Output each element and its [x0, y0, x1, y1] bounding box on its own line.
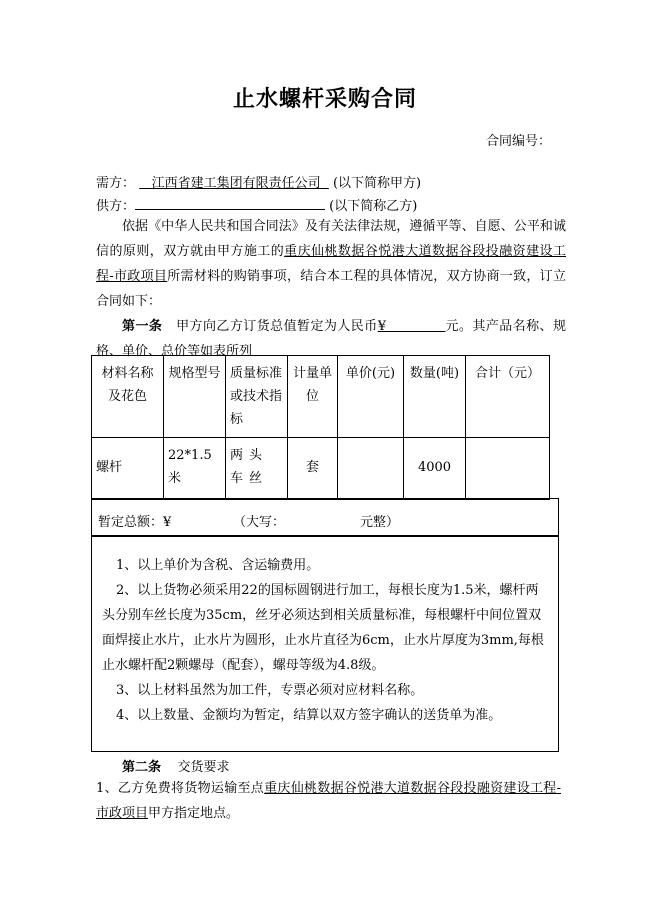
note-item: 4、以上数量、金额均为暂定，结算以双方签字确认的送货单为准。	[116, 708, 502, 723]
header-spec: 规格型号	[164, 356, 226, 438]
total-amount-box	[91, 498, 559, 536]
total-capital-label: （大写：	[233, 515, 286, 530]
table-row	[92, 438, 550, 500]
article-2-item-1: 1、乙方免费将货物运输至点重庆仙桃数据谷悦港大道数据谷段投融资建设工程-市政项目甲方指定地点。	[96, 781, 561, 821]
total-unit: 元整）	[360, 515, 400, 530]
note-item: 2、以上货物必须采用22的国标圆钢进行加工，每根长度为1.5米，螺杆两头分别车丝长度为35cm，丝牙必须达到相关质量标准，每根螺杆中间位置双面焊接止水片，止水片为圆形，止水片直径为6cm，止水片厚度为3mm,每根止水螺杆配2颗螺母（配套），螺母等级为4.8级。	[102, 583, 544, 673]
project-name: 重庆仙桃数据谷悦港大道数据谷段投融资建设工程-市政项目	[96, 244, 566, 284]
cell-quality-standard: 两头车丝	[226, 438, 288, 500]
page-title: 止水螺杆采购合同	[232, 86, 417, 112]
cell-total	[466, 438, 550, 500]
cell-quantity: 4000	[404, 438, 466, 500]
cell-spec: 22*1.5米	[164, 438, 226, 500]
cell-unit-price	[338, 438, 404, 500]
buyer-name: 江西省建工集团有限责任公司	[151, 176, 321, 191]
notes-box	[91, 536, 559, 752]
buyer-line	[96, 172, 421, 191]
article-1: 第一条 甲方向乙方订货总值暂定为人民币¥ 元。其产品名称、规格、单价、总价等如表所列	[96, 319, 566, 359]
contract-number-label: 合同编号：	[486, 134, 552, 149]
cell-unit: 套	[288, 438, 338, 500]
note-item: 3、以上材料虽然为加工件，专票必须对应材料名称。	[116, 683, 424, 698]
header-total: 合计（元）	[466, 356, 550, 438]
intro-paragraph: 依据《中华人民共和国合同法》及有关法律法规，遵循平等、自愿、公平和诚信的原则，双方就由甲方施工的重庆仙桃数据谷悦港大道数据谷段投融资建设工程-市政项目所需材料的购销事项，结合本工程的具体情况，双方协商一致，订立合同如下：	[96, 219, 566, 309]
article-1-label: 第一条	[122, 319, 163, 334]
delivery-project-name: 重庆仙桃数据谷悦港大道数据谷段投融资建设工程-市政项目	[96, 781, 561, 821]
header-material-name: 材料名称及花色	[92, 356, 164, 438]
buyer-label: 需方：	[96, 176, 136, 191]
header-quantity: 数量(吨)	[404, 356, 466, 438]
article-2-title: 交货要求	[177, 760, 230, 775]
cell-material-name: 螺杆	[92, 438, 164, 500]
article-2-heading	[122, 756, 230, 775]
supplier-name-blank	[135, 195, 325, 210]
table-header-row	[92, 356, 550, 438]
note-item: 1、以上单价为含税、含运输费用。	[116, 558, 320, 573]
header-quality-standard: 质量标准或技术指标	[226, 356, 288, 438]
supplier-line	[96, 195, 417, 214]
header-unit-price: 单价(元)	[338, 356, 404, 438]
header-unit: 计量单位	[288, 356, 338, 438]
article-2-label: 第二条	[122, 760, 162, 775]
supplier-label: 供方：	[96, 199, 136, 214]
total-value-blank: ¥	[377, 319, 386, 334]
materials-table	[91, 355, 550, 500]
total-amount-label: 暂定总额：¥	[98, 515, 172, 530]
buyer-suffix: (以下简称甲方)	[332, 176, 422, 191]
supplier-suffix: (以下简称乙方)	[329, 199, 418, 214]
